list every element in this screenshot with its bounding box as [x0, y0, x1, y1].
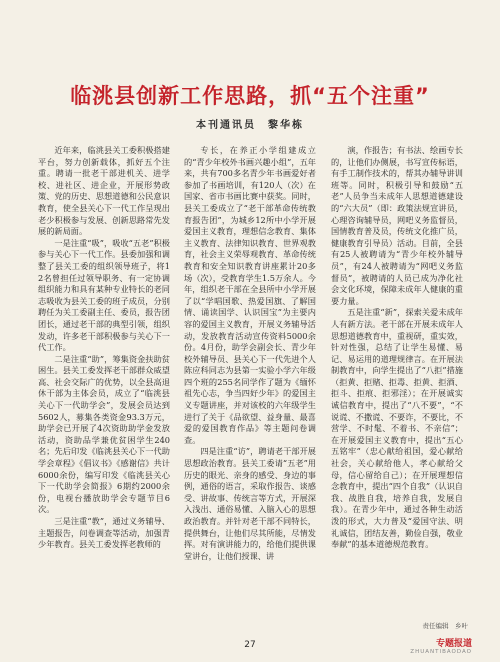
text-column-2 — [184, 145, 316, 562]
paragraph: 专长，在养正小学组建成立的“青少年校外书画兴趣小组”，五年来，共有700多名青少年书画爱好者参加了书画培训，有120人（次）在国家、省市书画比赛中获奖。同时，县关工委成立了“老干部革命传统教育报告团”，为城乡12所中小学开展爱国主义教育，理想信念教育、集体主义教育、法律知识教育、世界观教育，社会主义荣辱观教育、革命传统教育和安全知识教育讲座累计20多场（次），受教育学生1.5万余人。今年，组织老干部在全县所中小学开展了以“学唱国歌、热爱国旗、了解国情、诵读国学、认识国宝”为主要内容的爱国主义教育，开展义务辅导活动，发放教育活动宣传资料5000余份。4月份，助学会副会长、青少年校外辅导员、县关心下一代先进个人陈应科同志为县第一实验小学六年级四个班的255名同学作了题为《缅怀祖先心志，争当四好少年》的爱国主义专题讲座，并对该校的六年级学生进行了关于《品欲望、益身量、最喜爱的爱国教育作品》等主题问卷调查。 — [184, 145, 316, 445]
paragraph: 演，作报告；有书法、绘画专长的，让他们办侧展，书写宣传标语，有手工制作技术的，帮其办辅导讲训班等。同时，积极引导和鼓励“五老”人员争当未成年人思想道德建设的“六大员”（即：政策法规宣讲员，心理咨询辅导员，网吧义务监督员，国情教育普及员，传统文化推广员，健康教育引导员）活动。目前，全县有25人被聘请为“青少年校外辅导员”，有24人被聘请为“网吧义务监督员”，被聘请的人员已成为净化社会文化环境，保障未成年人健康的重要力量。 — [331, 145, 463, 306]
text-column-3 — [331, 145, 463, 551]
paragraph: 近年来，临洮县关工委积极搭建平台，努力创新载体，抓好五个注重。聘请一批老干部进机关、进学校、进社区、进企业，开展形势政策、党的历史、思想道德和公民意识教育，使全县关心下一代工作呈现出老少积极参与发展、创新思路常先发展的新局面。 — [38, 145, 170, 237]
section-name: 专题报道 — [435, 639, 472, 649]
paragraph: 二是注重“助”，筹集资金扶助贫困生。县关工委发挥老干部群众威望高、社会交际广的优势，以全县高退休干部为主体会员，成立了“临洮县关心下一代助学会”，发展会员达到5602人，募集各类资金93.3万元，助学会已开展了4次资助助学金发放活动，资助品学兼优贫困学生240名；先后印发《临洮县关心下一代助学会章程》《倡议书》《感谢信》共计6000余份，编写印发《临洮县关心下一代助学会简报》6期约2000余份，电视台播放助学会专题节目6次。 — [38, 353, 170, 515]
article-title: 临洮县创新工作思路，抓“五个注重” — [70, 84, 430, 108]
article-byline: 本刊通讯员 黎华栋 — [196, 120, 304, 131]
paragraph: 四是注重“访”，聘请老干部开展思想政治教育。县关工委请“五老”用历史的眼光、亲身的感受、身边的事例，通俗的语言，采取作报告、谈感受、讲故事、传统言等方式，开展深入浅出、通俗易懂、入脑入心的思想政治教育。并针对老干部不同特长，提供舞台，让他们尽其所能，尽情发挥。对有演讲能力的，给他们提供课堂讲台，让他们授课、讲 — [184, 446, 316, 561]
section-label — [410, 636, 472, 655]
paragraph: 三是注重“教”，通过义务辅导、主题报告，问卷调查等活动，加强青少年教育。县关工委发挥老教师的 — [38, 516, 170, 550]
section-pinyin: ZHUANTIBAODAO — [410, 649, 472, 655]
paragraph: 五是注重“新”，探索关爱未成年人有新方法。老干部在开展未成年人思想道德教育中，重视研，重实效，针对性强，总结了让学生易懂、易记、易运用的道理规律言。在开展法制教育中，向学生提出了“八拒”措施（拒黄、拒赌、拒毒、拒黄、拒酒、拒斗、拒痕、拒邪淫）；在开展诚实诚信教育中，提出了“八不要”，“不说谎、不撒谎、不要诈，不要比，不营学、不时髦、不着书、不亲信”；在开展爱国主义教育中，提出“五心五铭牢”（忠心献给祖国，爱心献给社会，关心献给他人，孝心献给父母，信心留给自己）；在开展理想信念教育中，提出“四个自我”（认识自我、战胜自我，培养自我，发展自我）。在青少年中，通过各种生动活泼的形式，大力普及“爱国守法、明礼诚信，团结友善，勤俭自强，敬业奉献”的基本道德规范教育。 — [331, 307, 463, 550]
paragraph: 一是注重“吸”，吸收“五老”积极参与关心下一代工作。县委加强和调整了县关工委的组织领导班子，将12名曾担任过领导职务、有一定协调组织能力和具有某种专业特长的老同志吸收为县关工委的班子成员，分别聘任为关工委副主任、委员，报告团团长，通过老干部的典型引领，组织发动，许多老干部积极参与关心下一代工作。 — [38, 237, 170, 353]
page-number: 27 — [244, 640, 256, 650]
text-column-1 — [38, 145, 170, 551]
responsible-editor: 责任编辑 乡叶 — [422, 622, 468, 630]
